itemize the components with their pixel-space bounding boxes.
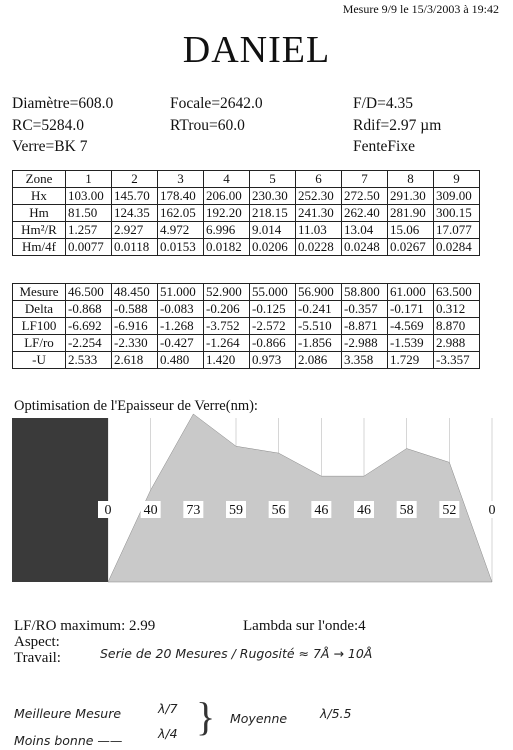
table-cell: 81.50 [66, 205, 112, 222]
aspect-label: Aspect: [14, 634, 60, 650]
thickness-label: 52 [442, 503, 457, 518]
table-row [13, 222, 480, 239]
table-cell: 1.257 [66, 222, 112, 239]
handwritten-best-value: λ/7 [158, 701, 178, 716]
table-cell: 1.729 [388, 352, 434, 369]
dark-reference-block [12, 418, 108, 582]
table-cell: -0.588 [112, 301, 158, 318]
table-cell: -0.241 [296, 301, 342, 318]
optimisation-title: Optimisation de l'Epaisseur de Verre(nm): [14, 398, 258, 414]
row-label: Zone [13, 171, 66, 188]
table-cell: 4 [204, 171, 250, 188]
table-cell: 178.40 [158, 188, 204, 205]
table-cell: 262.40 [342, 205, 388, 222]
table-cell: -1.264 [204, 335, 250, 352]
table-cell: 0.0284 [434, 239, 480, 256]
table-cell: 162.05 [158, 205, 204, 222]
table-cell: 241.30 [296, 205, 342, 222]
table-cell: 48.450 [112, 284, 158, 301]
table-cell: 0.973 [250, 352, 296, 369]
table-cell: 281.90 [388, 205, 434, 222]
table-cell: -6.916 [112, 318, 158, 335]
handwritten-average-value: λ/5.5 [320, 706, 352, 721]
table-row [13, 335, 480, 352]
table-cell: 145.70 [112, 188, 158, 205]
table-cell: 124.35 [112, 205, 158, 222]
table-cell: 6.996 [204, 222, 250, 239]
table-cell: -0.357 [342, 301, 388, 318]
table-row [13, 318, 480, 335]
optimisation-chart [12, 414, 496, 582]
handwritten-travail: Serie de 20 Mesures / Rugosité ≈ 7Å → 10Å [100, 646, 373, 661]
table-cell: 103.00 [66, 188, 112, 205]
table-row [13, 284, 480, 301]
table-cell: -0.206 [204, 301, 250, 318]
table-row [13, 205, 480, 222]
table-cell: -2.330 [112, 335, 158, 352]
table-cell: 51.000 [158, 284, 204, 301]
table-cell: 58.800 [342, 284, 388, 301]
table-cell: 0.312 [434, 301, 480, 318]
table-cell: -5.510 [296, 318, 342, 335]
zone-table [12, 170, 480, 256]
lambda-value: Lambda sur l'onde:4 [243, 618, 366, 634]
table-cell: 300.15 [434, 205, 480, 222]
table-cell: 2.927 [112, 222, 158, 239]
row-label: -U [13, 352, 66, 369]
table-cell: 2.988 [434, 335, 480, 352]
rdif-value: Rdif=2.97 µm [353, 117, 442, 134]
table-cell: 291.30 [388, 188, 434, 205]
table-cell: 272.50 [342, 188, 388, 205]
table-cell: 0.0267 [388, 239, 434, 256]
table-cell: 56.900 [296, 284, 342, 301]
measure-table [12, 283, 480, 369]
handwritten-best: Meilleure Mesure [14, 706, 122, 721]
table-cell: -3.357 [434, 352, 480, 369]
table-cell: 0.0118 [112, 239, 158, 256]
row-label: Delta [13, 301, 66, 318]
table-cell: -2.988 [342, 335, 388, 352]
table-cell: 218.15 [250, 205, 296, 222]
table-cell: 0.0182 [204, 239, 250, 256]
table-cell: -2.572 [250, 318, 296, 335]
thickness-label: 46 [357, 503, 371, 518]
row-label: Mesure [13, 284, 66, 301]
table-cell: 46.500 [66, 284, 112, 301]
table-cell: 55.000 [250, 284, 296, 301]
table-cell: 2.618 [112, 352, 158, 369]
table-cell: 13.04 [342, 222, 388, 239]
table-cell: -8.871 [342, 318, 388, 335]
table-cell: 192.20 [204, 205, 250, 222]
table-cell: 52.900 [204, 284, 250, 301]
row-label: Hm/4f [13, 239, 66, 256]
table-cell: 17.077 [434, 222, 480, 239]
rc-value: RC=5284.0 [12, 117, 85, 134]
handwritten-worse: Moins bonne —— [14, 733, 123, 748]
table-cell: 2.086 [296, 352, 342, 369]
table-row [13, 171, 480, 188]
table-cell: -3.752 [204, 318, 250, 335]
page-title: DANIEL [182, 29, 331, 71]
thickness-label: 58 [399, 503, 414, 518]
row-label: Hm²/R [13, 222, 66, 239]
table-cell: 230.30 [250, 188, 296, 205]
table-cell: -2.254 [66, 335, 112, 352]
table-row [13, 301, 480, 318]
table-cell: -0.171 [388, 301, 434, 318]
verre-value: Verre=BK 7 [12, 138, 88, 155]
glass-thickness-profile [108, 414, 492, 582]
table-cell: 7 [342, 171, 388, 188]
fd-value: F/D=4.35 [353, 95, 413, 112]
table-cell: 8 [388, 171, 434, 188]
thickness-label: 0 [488, 503, 496, 518]
table-cell: 61.000 [388, 284, 434, 301]
travail-label: Travail: [14, 650, 61, 666]
table-cell: 3.358 [342, 352, 388, 369]
table-cell: 206.00 [204, 188, 250, 205]
table-cell: 0.0077 [66, 239, 112, 256]
measure-line: Mesure 9/9 le 15/3/2003 à 19:42 [342, 2, 499, 16]
table-cell: -0.427 [158, 335, 204, 352]
table-cell: -1.539 [388, 335, 434, 352]
table-cell: 2 [112, 171, 158, 188]
table-row [13, 352, 480, 369]
thickness-label: 0 [104, 503, 112, 518]
table-cell: 4.972 [158, 222, 204, 239]
table-cell: -1.856 [296, 335, 342, 352]
thickness-label: 56 [271, 503, 286, 518]
table-cell: 8.870 [434, 318, 480, 335]
table-row [13, 188, 480, 205]
row-label: LF100 [13, 318, 66, 335]
row-label: Hm [13, 205, 66, 222]
rtrou-value: RTrou=60.0 [170, 117, 245, 134]
table-cell: 9.014 [250, 222, 296, 239]
table-cell: -0.083 [158, 301, 204, 318]
table-cell: 15.06 [388, 222, 434, 239]
focale-value: Focale=2642.0 [170, 95, 263, 112]
table-cell: 11.03 [296, 222, 342, 239]
thickness-label: 73 [186, 503, 201, 518]
lfro-max: LF/RO maximum: 2.99 [14, 618, 156, 634]
table-cell: 3 [158, 171, 204, 188]
thickness-label: 40 [143, 503, 158, 518]
diametre-value: Diamètre=608.0 [12, 95, 114, 112]
table-cell: 1 [66, 171, 112, 188]
table-cell: 1.420 [204, 352, 250, 369]
table-cell: -0.866 [250, 335, 296, 352]
handwritten-average: Moyenne [230, 711, 288, 726]
row-label: Hx [13, 188, 66, 205]
table-cell: 0.0228 [296, 239, 342, 256]
thickness-label: 46 [314, 503, 329, 518]
table-cell: 6 [296, 171, 342, 188]
table-cell: -0.125 [250, 301, 296, 318]
handwritten-worse-value: λ/4 [158, 726, 178, 741]
table-cell: -6.692 [66, 318, 112, 335]
handwritten-brace: } [196, 694, 216, 739]
table-cell: 0.480 [158, 352, 204, 369]
table-cell: 63.500 [434, 284, 480, 301]
table-cell: -1.268 [158, 318, 204, 335]
table-cell: 309.00 [434, 188, 480, 205]
table-cell: 0.0206 [250, 239, 296, 256]
row-label: LF/ro [13, 335, 66, 352]
table-cell: 0.0153 [158, 239, 204, 256]
table-cell: 0.0248 [342, 239, 388, 256]
fente-value: FenteFixe [353, 138, 415, 155]
table-cell: -0.868 [66, 301, 112, 318]
table-row [13, 239, 480, 256]
table-cell: 5 [250, 171, 296, 188]
table-cell: 9 [434, 171, 480, 188]
table-cell: 2.533 [66, 352, 112, 369]
thickness-label: 59 [229, 503, 243, 518]
table-cell: -4.569 [388, 318, 434, 335]
table-cell: 252.30 [296, 188, 342, 205]
